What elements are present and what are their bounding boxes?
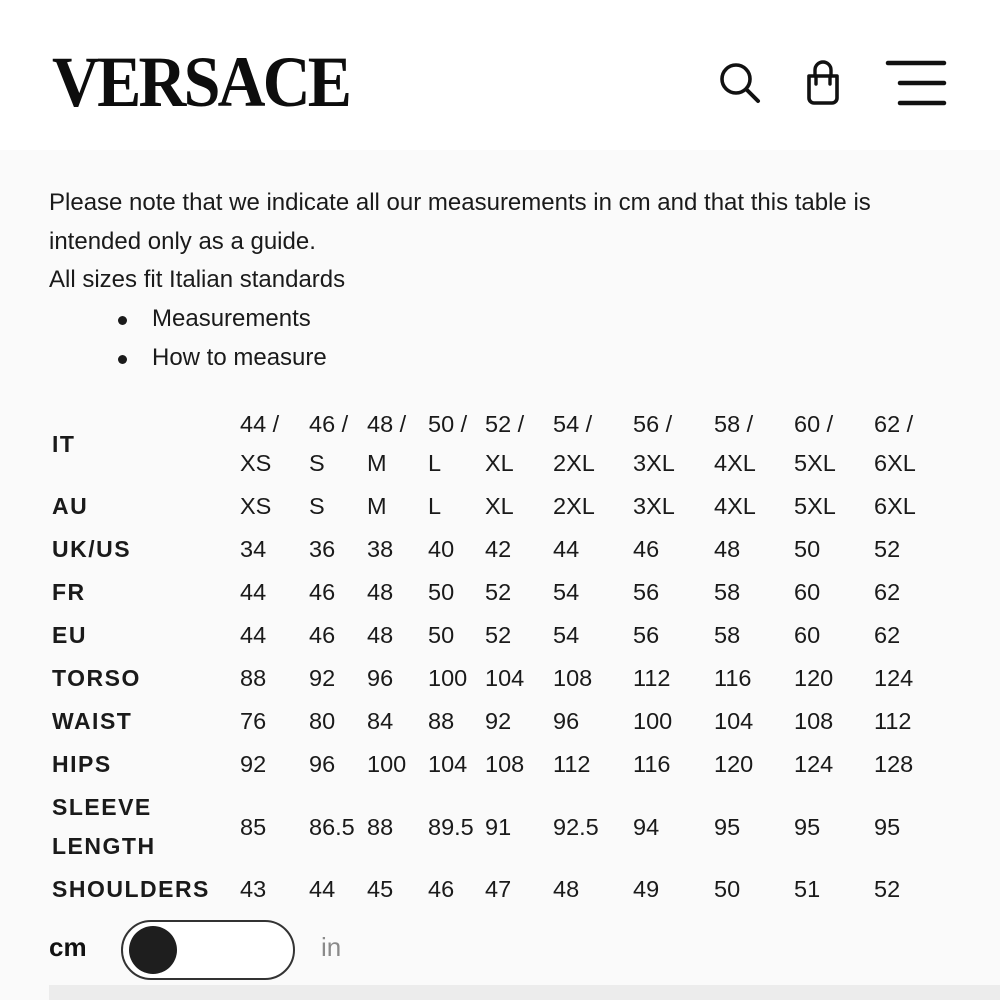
table-cell: 46 <box>309 579 336 605</box>
content-panel-edge <box>49 985 1000 1000</box>
bullet-icon <box>118 355 127 364</box>
table-row-hips <box>48 743 934 786</box>
row-label: IT <box>52 430 76 457</box>
table-cell: 92.5 <box>553 813 599 840</box>
table-cell: 58 <box>714 622 741 648</box>
table-cell: 88 <box>240 665 267 691</box>
table-cell: 124 <box>794 751 834 777</box>
table-cell: 58 <box>714 579 741 605</box>
table-row-sleeve-length <box>48 786 934 868</box>
measurement-note <box>49 184 969 300</box>
table-cell: 88 <box>428 708 455 734</box>
table-cell: 96 <box>367 665 394 691</box>
table-cell: 108 <box>553 665 593 691</box>
table-cell: 95 <box>874 813 901 840</box>
bullet-icon <box>118 316 127 325</box>
table-cell: 43 <box>240 876 267 902</box>
table-cell: 49 <box>633 876 660 902</box>
table-cell: 128 <box>874 751 914 777</box>
table-cell: 85 <box>240 813 267 840</box>
table-cell: 95 <box>794 813 821 840</box>
table-cell: 100 <box>367 751 407 777</box>
table-cell: 112 <box>553 751 591 777</box>
table-cell: 47 <box>485 876 512 902</box>
table-cell: 44 <box>309 876 336 902</box>
row-label: EU <box>52 622 87 648</box>
table-cell: 62 <box>874 579 901 605</box>
table-cell: 56 / 3XL <box>633 411 675 476</box>
table-cell: 38 <box>367 536 394 562</box>
row-label: SHOULDERS <box>52 876 210 902</box>
table-cell: 60 <box>794 579 821 605</box>
table-row-au <box>48 485 934 528</box>
table-cell: M <box>367 493 387 519</box>
table-cell: 88 <box>367 813 394 840</box>
table-cell: 112 <box>633 665 671 691</box>
table-cell: 44 <box>240 622 267 648</box>
measurement-note-text: Please note that we indicate all our measurements in cm and that this table is intended only as a guide. <box>49 189 871 255</box>
table-cell: 45 <box>367 876 394 902</box>
guide-links <box>118 300 327 377</box>
table-cell: 104 <box>428 751 468 777</box>
table-cell: 50 <box>714 876 741 902</box>
table-cell: 96 <box>309 751 336 777</box>
table-cell: 86.5 <box>309 813 355 840</box>
table-cell: 94 <box>633 813 660 840</box>
how-to-measure-link[interactable] <box>118 339 327 378</box>
table-cell: 44 / XS <box>240 411 280 476</box>
table-row-it <box>48 403 934 485</box>
table-cell: 95 <box>714 813 741 840</box>
table-cell: 36 <box>309 536 336 562</box>
table-cell: 54 <box>553 622 580 648</box>
table-cell: L <box>428 493 442 519</box>
table-row-uk-us <box>48 528 934 571</box>
table-cell: 52 <box>874 876 901 902</box>
table-cell: XS <box>240 493 272 519</box>
table-cell: 52 <box>874 536 901 562</box>
table-cell: 5XL <box>794 493 836 519</box>
row-label: HIPS <box>52 751 112 777</box>
table-cell: 34 <box>240 536 267 562</box>
table-cell: 56 <box>633 622 660 648</box>
table-cell: 56 <box>633 579 660 605</box>
table-cell: 84 <box>367 708 394 734</box>
table-cell: 48 <box>367 622 394 648</box>
italian-standards-text: All sizes fit Italian standards <box>49 266 346 293</box>
table-cell: 50 / L <box>428 411 468 476</box>
table-cell: 62 <box>874 622 901 648</box>
toggle-knob[interactable] <box>129 926 177 974</box>
table-cell: 58 / 4XL <box>714 411 756 476</box>
table-row-waist <box>48 700 934 743</box>
row-label: SLEEVE LENGTH <box>52 794 156 859</box>
table-cell: 52 / XL <box>485 411 525 476</box>
table-cell: 100 <box>428 665 468 691</box>
table-cell: 62 / 6XL <box>874 411 916 476</box>
table-cell: 44 <box>553 536 580 562</box>
table-row-eu <box>48 614 934 657</box>
table-cell: 100 <box>633 708 673 734</box>
table-cell: 54 / 2XL <box>553 411 595 476</box>
table-cell: 3XL <box>633 493 675 519</box>
table-cell: 116 <box>714 665 752 691</box>
table-cell: XL <box>485 493 514 519</box>
measurements-link[interactable] <box>118 300 327 339</box>
table-cell: 46 / S <box>309 411 349 476</box>
table-cell: 92 <box>485 708 512 734</box>
table-cell: 60 / 5XL <box>794 411 836 476</box>
table-cell: 124 <box>874 665 914 691</box>
table-cell: 48 / M <box>367 411 407 476</box>
versace-logo[interactable]: VERSACE <box>52 42 350 122</box>
row-label: UK/US <box>52 536 132 562</box>
table-cell: 120 <box>714 751 754 777</box>
table-cell: 51 <box>794 876 821 902</box>
row-label: FR <box>52 579 86 605</box>
table-cell: 104 <box>714 708 754 734</box>
table-cell: 92 <box>309 665 336 691</box>
table-cell: 112 <box>874 708 912 734</box>
table-cell: 50 <box>428 622 455 648</box>
size-guide-content <box>0 150 1000 1000</box>
table-cell: 46 <box>428 876 455 902</box>
table-cell: S <box>309 493 325 519</box>
search-icon <box>718 61 762 105</box>
table-cell: 4XL <box>714 493 756 519</box>
table-cell: 108 <box>485 751 525 777</box>
shopping-bag-icon <box>804 60 842 106</box>
unit-label-in[interactable]: in <box>321 932 342 962</box>
table-cell: 42 <box>485 536 512 562</box>
table-cell: 48 <box>553 876 580 902</box>
how-to-measure-link-label: How to measure <box>152 343 327 371</box>
table-cell: 52 <box>485 622 512 648</box>
table-cell: 40 <box>428 536 455 562</box>
table-cell: 89.5 <box>428 813 474 840</box>
table-row-shoulders <box>48 868 934 911</box>
table-cell: 2XL <box>553 493 595 519</box>
table-cell: 120 <box>794 665 834 691</box>
menu-button[interactable] <box>884 58 948 108</box>
site-header <box>0 0 1000 150</box>
table-cell: 92 <box>240 751 267 777</box>
table-cell: 6XL <box>874 493 916 519</box>
table-cell: 48 <box>714 536 741 562</box>
table-row-torso <box>48 657 934 700</box>
table-cell: 46 <box>633 536 660 562</box>
row-label: WAIST <box>52 708 133 734</box>
table-cell: 96 <box>553 708 580 734</box>
unit-switch <box>49 918 449 982</box>
unit-label-cm[interactable]: cm <box>49 932 87 962</box>
table-cell: 46 <box>309 622 336 648</box>
table-cell: 50 <box>794 536 821 562</box>
measurements-link-label: Measurements <box>152 305 311 332</box>
size-table <box>48 403 934 911</box>
table-cell: 60 <box>794 622 821 648</box>
table-cell: 108 <box>794 708 834 734</box>
table-cell: 116 <box>633 751 671 777</box>
row-label: AU <box>52 493 89 519</box>
menu-icon <box>884 58 948 108</box>
table-cell: 104 <box>485 665 525 691</box>
table-cell: 76 <box>240 708 267 734</box>
table-cell: 48 <box>367 579 394 605</box>
table-cell: 52 <box>485 579 512 605</box>
shopping-bag-button[interactable] <box>804 60 842 106</box>
table-cell: 91 <box>485 813 512 840</box>
table-row-fr <box>48 571 934 614</box>
search-button[interactable] <box>718 61 762 105</box>
unit-toggle[interactable] <box>121 920 295 980</box>
table-cell: 80 <box>309 708 336 734</box>
table-cell: 44 <box>240 579 267 605</box>
table-cell: 54 <box>553 579 580 605</box>
row-label: TORSO <box>52 665 141 691</box>
table-cell: 50 <box>428 579 455 605</box>
